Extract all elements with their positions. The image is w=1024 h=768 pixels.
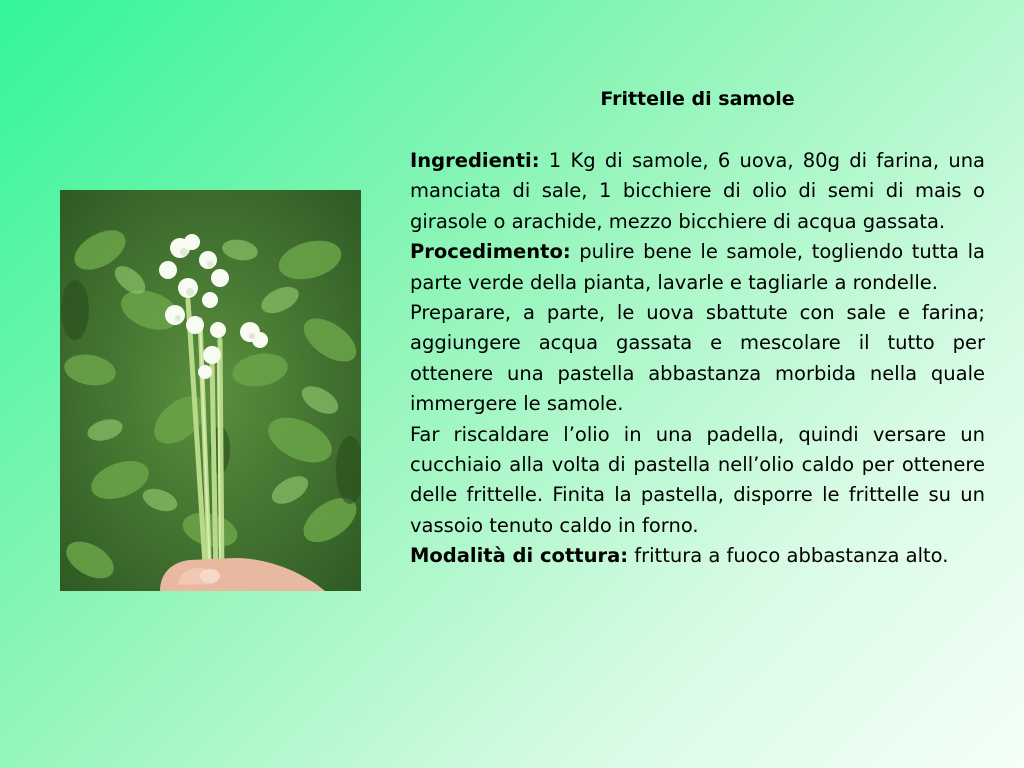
cooking-paragraph: [410, 541, 985, 571]
ingredients-label: Ingredienti:: [410, 149, 540, 172]
page-title: Frittelle di samole: [600, 88, 795, 110]
procedure-text: pulire bene le samole, togliendo tutta la parte verde della pianta, lavarle e tagliarle a rondelle.: [410, 240, 985, 294]
cooking-text: frittura a fuoco abbastanza alto.: [628, 544, 949, 568]
plant-photo-icon: [60, 190, 361, 591]
cooking-label: Modalità di cottura:: [410, 544, 629, 568]
preparation-paragraph: Preparare, a parte, le uova sbattute con sale e farina; aggiungere acqua gassata e mescolare il tutto per ottenere una pastella abbastanza morbida nella quale immergere le samole.: [410, 301, 985, 416]
procedure-paragraph: [410, 237, 985, 298]
plant-photo: [60, 190, 361, 591]
ingredients-paragraph: [410, 146, 985, 237]
ingredients-text: 1 Kg di samole, 6 uova, 80g di farina, una manciata di sale, 1 bicchiere di olio di semi di mais o girasole o arachide, mezzo bicchiere di acqua gassata.: [410, 149, 985, 233]
frying-paragraph: Far riscaldare l’olio in una padella, quindi versare un cucchiaio alla volta di pastella nell’olio caldo per ottenere delle frittelle. Finita la pastella, disporre le frittelle su un vassoio tenuto caldo in forno.: [410, 422, 985, 537]
procedure-label: Procedimento:: [410, 240, 571, 264]
recipe-body: [410, 146, 985, 572]
